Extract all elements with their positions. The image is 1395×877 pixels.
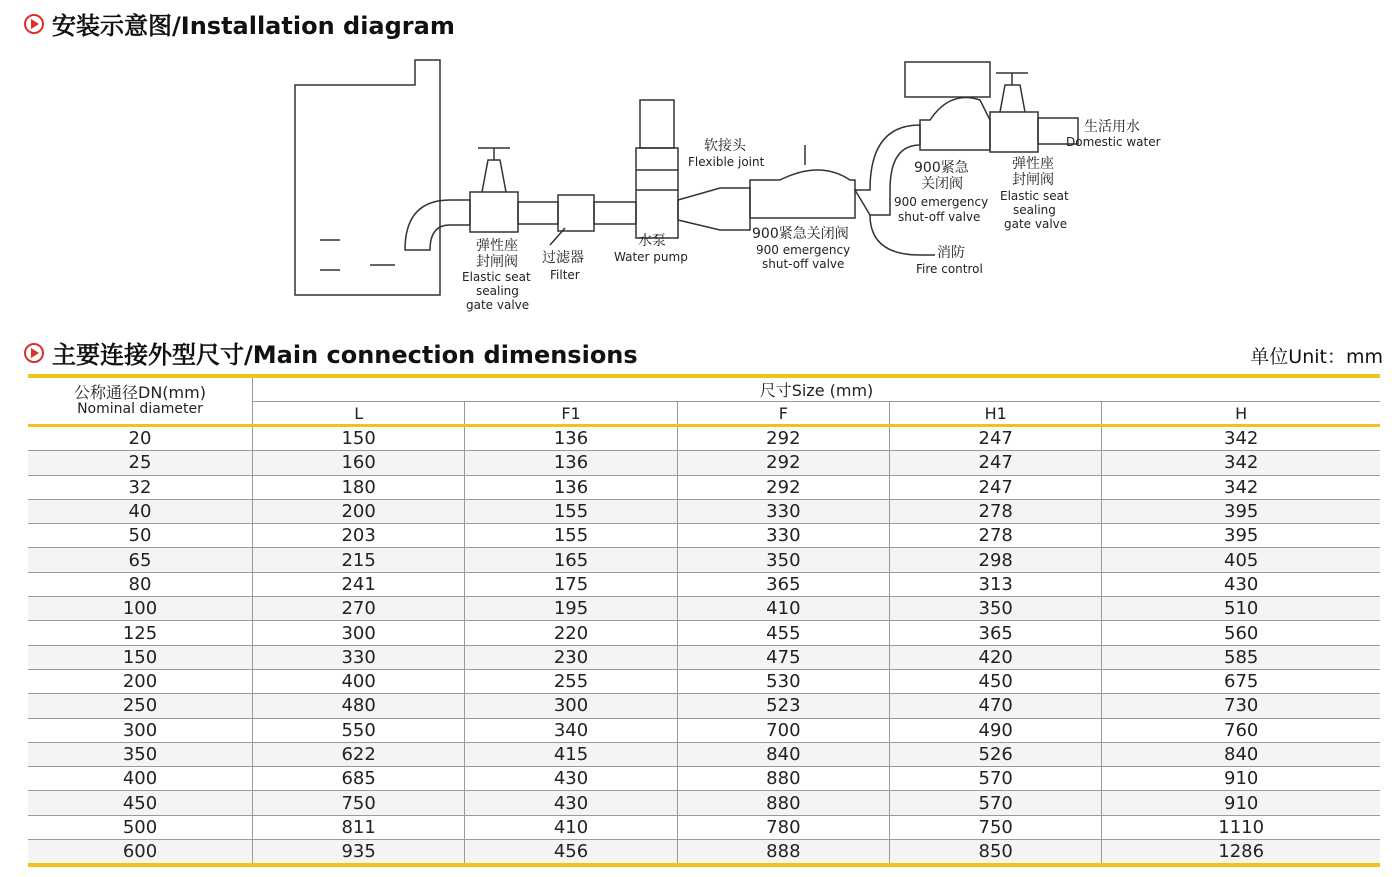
table-row xyxy=(28,767,1380,791)
cell-dn: 500 xyxy=(28,815,253,839)
dimensions-table xyxy=(28,374,1380,867)
cell-f: 292 xyxy=(677,426,889,451)
table-row xyxy=(28,597,1380,621)
cell-f1: 430 xyxy=(465,791,677,815)
cell-h1: 278 xyxy=(890,524,1102,548)
cell-l: 935 xyxy=(253,840,465,866)
table-row xyxy=(28,451,1380,475)
cell-dn: 40 xyxy=(28,499,253,523)
cell-h1: 247 xyxy=(890,426,1102,451)
fire-cn-label: 消防 xyxy=(937,245,965,261)
gate2-en-label-2: sealing xyxy=(1013,203,1056,217)
cell-h: 585 xyxy=(1102,645,1380,669)
cell-l: 622 xyxy=(253,742,465,766)
cell-l: 330 xyxy=(253,645,465,669)
cell-h: 395 xyxy=(1102,499,1380,523)
gate-valve-cn-label-1: 弹性座 xyxy=(476,238,518,254)
emergency-en-label-2: shut-off valve xyxy=(898,210,981,224)
suction-pipe xyxy=(405,200,470,250)
cell-h: 910 xyxy=(1102,767,1380,791)
shutoff-cn-label: 900紧急关闭阀 xyxy=(752,226,849,242)
size-header: 尺寸Size (mm) xyxy=(253,376,1381,402)
flexible-joint xyxy=(678,188,750,230)
cell-dn: 600 xyxy=(28,840,253,866)
gate2-en-label-1: Elastic seat xyxy=(1000,189,1069,203)
cell-f1: 165 xyxy=(465,548,677,572)
cell-l: 200 xyxy=(253,499,465,523)
pump-cn-label: 水泵 xyxy=(638,233,666,249)
cell-f1: 415 xyxy=(465,742,677,766)
cell-h: 510 xyxy=(1102,597,1380,621)
gate2-cn-label-1: 弹性座 xyxy=(1012,156,1054,172)
domestic-cn-label: 生活用水 xyxy=(1084,119,1140,135)
cell-f: 880 xyxy=(677,791,889,815)
cell-dn: 125 xyxy=(28,621,253,645)
cell-l: 180 xyxy=(253,475,465,499)
domestic-en-label: Domestic water xyxy=(1066,135,1161,149)
water-tank xyxy=(295,60,440,295)
gate-valve-cn-label-2: 封闸阀 xyxy=(476,254,518,270)
cell-dn: 100 xyxy=(28,597,253,621)
cell-l: 160 xyxy=(253,451,465,475)
table-row xyxy=(28,791,1380,815)
cell-dn: 350 xyxy=(28,742,253,766)
cell-h1: 365 xyxy=(890,621,1102,645)
play-bullet-icon xyxy=(24,343,44,363)
shutoff-valve-1 xyxy=(750,170,855,218)
cell-f1: 230 xyxy=(465,645,677,669)
joint-cn-label: 软接头 xyxy=(704,138,746,154)
filter-en-label: Filter xyxy=(550,268,580,282)
fire-en-label: Fire control xyxy=(916,262,983,276)
cell-l: 811 xyxy=(253,815,465,839)
gate-valve-en-label-2: sealing xyxy=(476,284,519,298)
cell-f: 455 xyxy=(677,621,889,645)
table-row xyxy=(28,548,1380,572)
shutoff-en-label-1: 900 emergency xyxy=(756,243,851,257)
table-row xyxy=(28,694,1380,718)
cell-h: 730 xyxy=(1102,694,1380,718)
emergency-en-label-1: 900 emergency xyxy=(894,195,989,209)
cell-h1: 247 xyxy=(890,475,1102,499)
cell-h: 405 xyxy=(1102,548,1380,572)
cell-f1: 300 xyxy=(465,694,677,718)
gate-valve-en-label-3: gate valve xyxy=(466,298,530,312)
cell-l: 203 xyxy=(253,524,465,548)
cell-f: 475 xyxy=(677,645,889,669)
cell-f1: 255 xyxy=(465,669,677,693)
gate2-en-label-3: gate valve xyxy=(1004,217,1068,231)
cell-dn: 400 xyxy=(28,767,253,791)
table-row xyxy=(28,815,1380,839)
filter-cn-label: 过滤器 xyxy=(542,250,584,266)
cell-h1: 526 xyxy=(890,742,1102,766)
cell-h1: 850 xyxy=(890,840,1102,866)
cell-f: 530 xyxy=(677,669,889,693)
table-row xyxy=(28,840,1380,866)
gate2-cn-label-2: 封闸阀 xyxy=(1012,172,1054,188)
cell-h: 342 xyxy=(1102,451,1380,475)
cell-f1: 155 xyxy=(465,499,677,523)
cell-dn: 65 xyxy=(28,548,253,572)
cell-f: 880 xyxy=(677,767,889,791)
cell-f1: 175 xyxy=(465,572,677,596)
gate-valve-1 xyxy=(470,192,518,232)
play-bullet-icon xyxy=(24,14,44,34)
cell-dn: 250 xyxy=(28,694,253,718)
cell-l: 215 xyxy=(253,548,465,572)
table-row xyxy=(28,475,1380,499)
col-header-h1: H1 xyxy=(890,402,1102,426)
cell-h1: 298 xyxy=(890,548,1102,572)
installation-section-title xyxy=(24,6,455,41)
cell-dn: 50 xyxy=(28,524,253,548)
unit-label: 单位Unit：mm xyxy=(1250,346,1383,368)
cell-f1: 195 xyxy=(465,597,677,621)
shutoff-valve-2 xyxy=(920,98,990,151)
cell-l: 685 xyxy=(253,767,465,791)
water-pump xyxy=(640,100,674,148)
dimensions-section-title xyxy=(24,335,638,370)
cell-f1: 340 xyxy=(465,718,677,742)
cell-l: 150 xyxy=(253,426,465,451)
cell-f: 700 xyxy=(677,718,889,742)
cell-f: 840 xyxy=(677,742,889,766)
dn-header-en: Nominal diameter xyxy=(77,401,203,417)
cell-f: 780 xyxy=(677,815,889,839)
cell-f: 292 xyxy=(677,451,889,475)
col-header-f1: F1 xyxy=(465,402,677,426)
cell-dn: 450 xyxy=(28,791,253,815)
cell-f1: 136 xyxy=(465,451,677,475)
table-row xyxy=(28,742,1380,766)
table-row xyxy=(28,426,1380,451)
cell-l: 270 xyxy=(253,597,465,621)
col-header-f: F xyxy=(677,402,889,426)
cell-dn: 200 xyxy=(28,669,253,693)
cell-f1: 220 xyxy=(465,621,677,645)
dimensions-title-text: 主要连接外型尺寸/Main connection dimensions xyxy=(52,341,638,369)
cell-f: 365 xyxy=(677,572,889,596)
cell-h1: 247 xyxy=(890,451,1102,475)
cell-dn: 32 xyxy=(28,475,253,499)
cell-h1: 278 xyxy=(890,499,1102,523)
cell-f: 410 xyxy=(677,597,889,621)
cell-f: 350 xyxy=(677,548,889,572)
cell-h1: 350 xyxy=(890,597,1102,621)
dimensions-table-body xyxy=(28,426,1380,866)
cell-l: 241 xyxy=(253,572,465,596)
cell-l: 750 xyxy=(253,791,465,815)
cell-h: 395 xyxy=(1102,524,1380,548)
gate-valve-2 xyxy=(990,112,1038,152)
cell-h1: 570 xyxy=(890,791,1102,815)
cell-f: 523 xyxy=(677,694,889,718)
gate-valve-en-label-1: Elastic seat xyxy=(462,270,531,284)
filter xyxy=(558,195,594,231)
table-row xyxy=(28,524,1380,548)
cell-l: 480 xyxy=(253,694,465,718)
dn-header xyxy=(28,376,253,426)
cell-f1: 136 xyxy=(465,475,677,499)
cell-h1: 470 xyxy=(890,694,1102,718)
cell-h: 760 xyxy=(1102,718,1380,742)
cell-h: 560 xyxy=(1102,621,1380,645)
cell-f1: 430 xyxy=(465,767,677,791)
cell-f1: 410 xyxy=(465,815,677,839)
cell-h: 910 xyxy=(1102,791,1380,815)
cell-h1: 570 xyxy=(890,767,1102,791)
dn-header-cn: 公称通径DN(mm) xyxy=(74,383,206,402)
cell-h: 675 xyxy=(1102,669,1380,693)
cell-f1: 155 xyxy=(465,524,677,548)
cell-h: 342 xyxy=(1102,426,1380,451)
cell-h: 1286 xyxy=(1102,840,1380,866)
col-header-h: H xyxy=(1102,402,1380,426)
cell-dn: 300 xyxy=(28,718,253,742)
table-row xyxy=(28,718,1380,742)
cell-f: 330 xyxy=(677,499,889,523)
cell-f1: 136 xyxy=(465,426,677,451)
table-row xyxy=(28,499,1380,523)
cell-dn: 25 xyxy=(28,451,253,475)
cell-h1: 750 xyxy=(890,815,1102,839)
cell-f: 888 xyxy=(677,840,889,866)
cell-h1: 490 xyxy=(890,718,1102,742)
installation-title-text: 安装示意图/Installation diagram xyxy=(52,12,455,40)
emergency-cn-label-1: 900紧急 xyxy=(914,160,969,176)
installation-diagram xyxy=(280,40,1200,320)
table-row xyxy=(28,621,1380,645)
cell-h: 1110 xyxy=(1102,815,1380,839)
cell-h1: 420 xyxy=(890,645,1102,669)
joint-en-label: Flexible joint xyxy=(688,155,765,169)
pump-en-label: Water pump xyxy=(614,250,688,264)
cell-h: 840 xyxy=(1102,742,1380,766)
cell-h1: 450 xyxy=(890,669,1102,693)
emergency-cn-label-2: 关闭阀 xyxy=(921,176,963,192)
table-row xyxy=(28,572,1380,596)
cell-l: 300 xyxy=(253,621,465,645)
cell-h: 430 xyxy=(1102,572,1380,596)
cell-f1: 456 xyxy=(465,840,677,866)
table-row xyxy=(28,669,1380,693)
cell-h1: 313 xyxy=(890,572,1102,596)
cell-f: 330 xyxy=(677,524,889,548)
col-header-l: L xyxy=(253,402,465,426)
table-row xyxy=(28,645,1380,669)
cell-dn: 20 xyxy=(28,426,253,451)
cell-dn: 150 xyxy=(28,645,253,669)
cell-dn: 80 xyxy=(28,572,253,596)
cell-l: 400 xyxy=(253,669,465,693)
cell-h: 342 xyxy=(1102,475,1380,499)
shutoff-en-label-2: shut-off valve xyxy=(762,257,845,271)
cell-f: 292 xyxy=(677,475,889,499)
cell-l: 550 xyxy=(253,718,465,742)
